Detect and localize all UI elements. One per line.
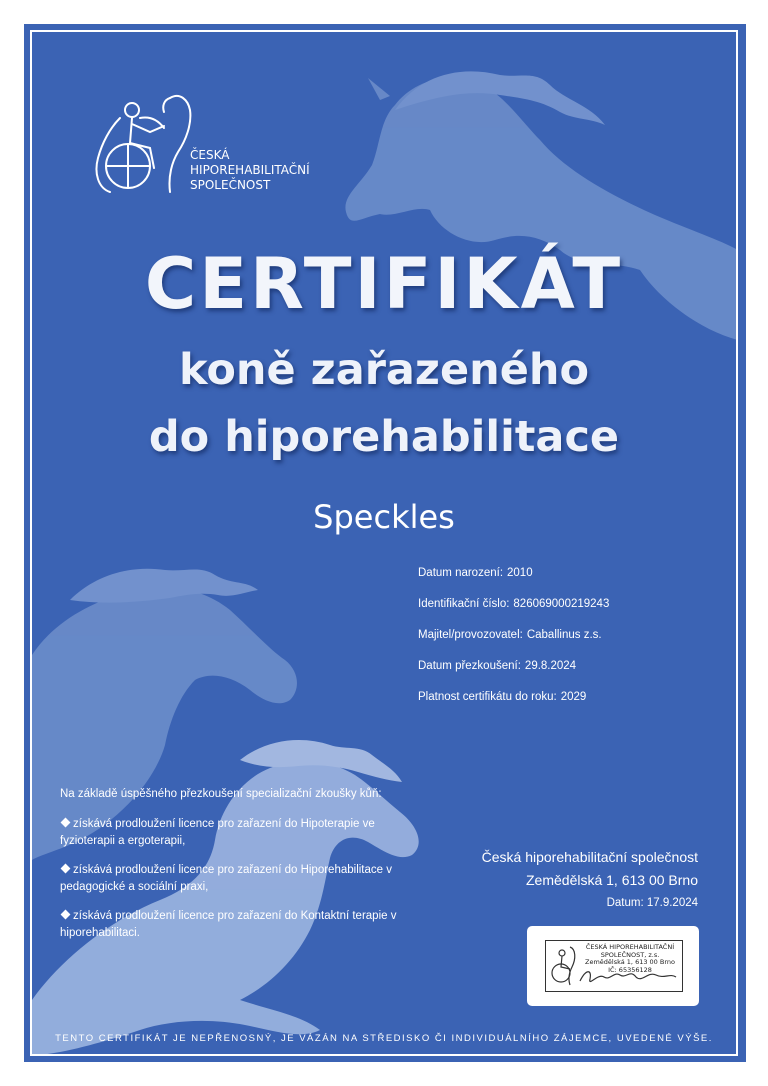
logo-line-3: SPOLEČNOST [190, 178, 271, 192]
detail-value: Caballinus z.s. [526, 629, 602, 641]
logo-line-1: ČESKÁ [190, 148, 230, 162]
detail-label: Datum narození: [418, 567, 504, 579]
issue-date: Datum: 17.9.2024 [606, 897, 698, 909]
detail-value: 29.8.2024 [524, 660, 577, 672]
issuing-organization [482, 846, 698, 914]
bullet-text: získává prodloužení licence pro zařazení do Hiporehabilitace v pedagogické a sociální praxi, [60, 864, 392, 893]
exam-intro-text: Na základě úspěšného přezkoušení specializační zkoušky kůň: [60, 788, 382, 800]
detail-label: Identifikační číslo: [418, 598, 510, 610]
bullet-text: získává prodloužení licence pro zařazení do Kontaktní terapie v hiporehabilitaci. [60, 910, 397, 939]
handwritten-signature-icon [576, 963, 680, 989]
diamond-bullet-icon [61, 910, 71, 920]
diamond-bullet-icon [61, 818, 71, 828]
certificate-subtitle-line-1: koně zařazeného [178, 345, 590, 395]
detail-value: 2029 [560, 691, 587, 703]
society-logo-text [190, 148, 310, 193]
stamp-line-4: IČ: 65356128 [608, 965, 652, 974]
detail-birth-date [418, 564, 609, 595]
license-bullet [60, 862, 420, 896]
detail-owner [418, 626, 609, 657]
stamp-panel [527, 926, 699, 1006]
license-bullet [60, 908, 420, 942]
detail-label: Platnost certifikátu do roku: [418, 691, 557, 703]
detail-label: Datum přezkoušení: [418, 660, 521, 672]
detail-value: 2010 [507, 567, 533, 579]
detail-exam-date [418, 657, 609, 688]
certificate-subtitle-line-2: do hiporehabilitace [148, 412, 620, 462]
detail-id-number [418, 595, 609, 626]
detail-validity [418, 688, 609, 719]
detail-label: Majitel/provozovatel: [418, 629, 523, 641]
organization-address: Zemědělská 1, 613 00 Brno [526, 872, 698, 888]
horse-details [418, 564, 609, 719]
certificate-footer-note: TENTO CERTIFIKÁT JE NEPŘENOSNÝ, JE VÁZÁN NA STŘEDISKO ČI INDIVIDUÁLNÍHO ZÁJEMCE, UVEDENÉ VÝŠE. [55, 1033, 713, 1044]
stamp-line-2: SPOLEČNOST, z.s. [600, 950, 660, 959]
logo-line-2: HIPOREHABILITAČNÍ [190, 163, 310, 177]
horse-name: Speckles [313, 498, 455, 536]
stamp-line-3: Zemědělská 1, 613 00 Brno [585, 958, 675, 966]
certificate-title: CERTIFIKÁT [144, 243, 624, 325]
bullet-text: získává prodloužení licence pro zařazení do Hipoterapie ve fyzioterapii a ergoterapii, [60, 818, 375, 847]
diamond-bullet-icon [61, 864, 71, 874]
official-stamp [545, 940, 683, 992]
organization-name: Česká hiporehabilitační společnost [481, 849, 698, 865]
license-bullet [60, 816, 420, 850]
stamp-line-1: ČESKÁ HIPOREHABILITAČNÍ [585, 943, 675, 951]
detail-value: 826069000219243 [513, 598, 610, 610]
